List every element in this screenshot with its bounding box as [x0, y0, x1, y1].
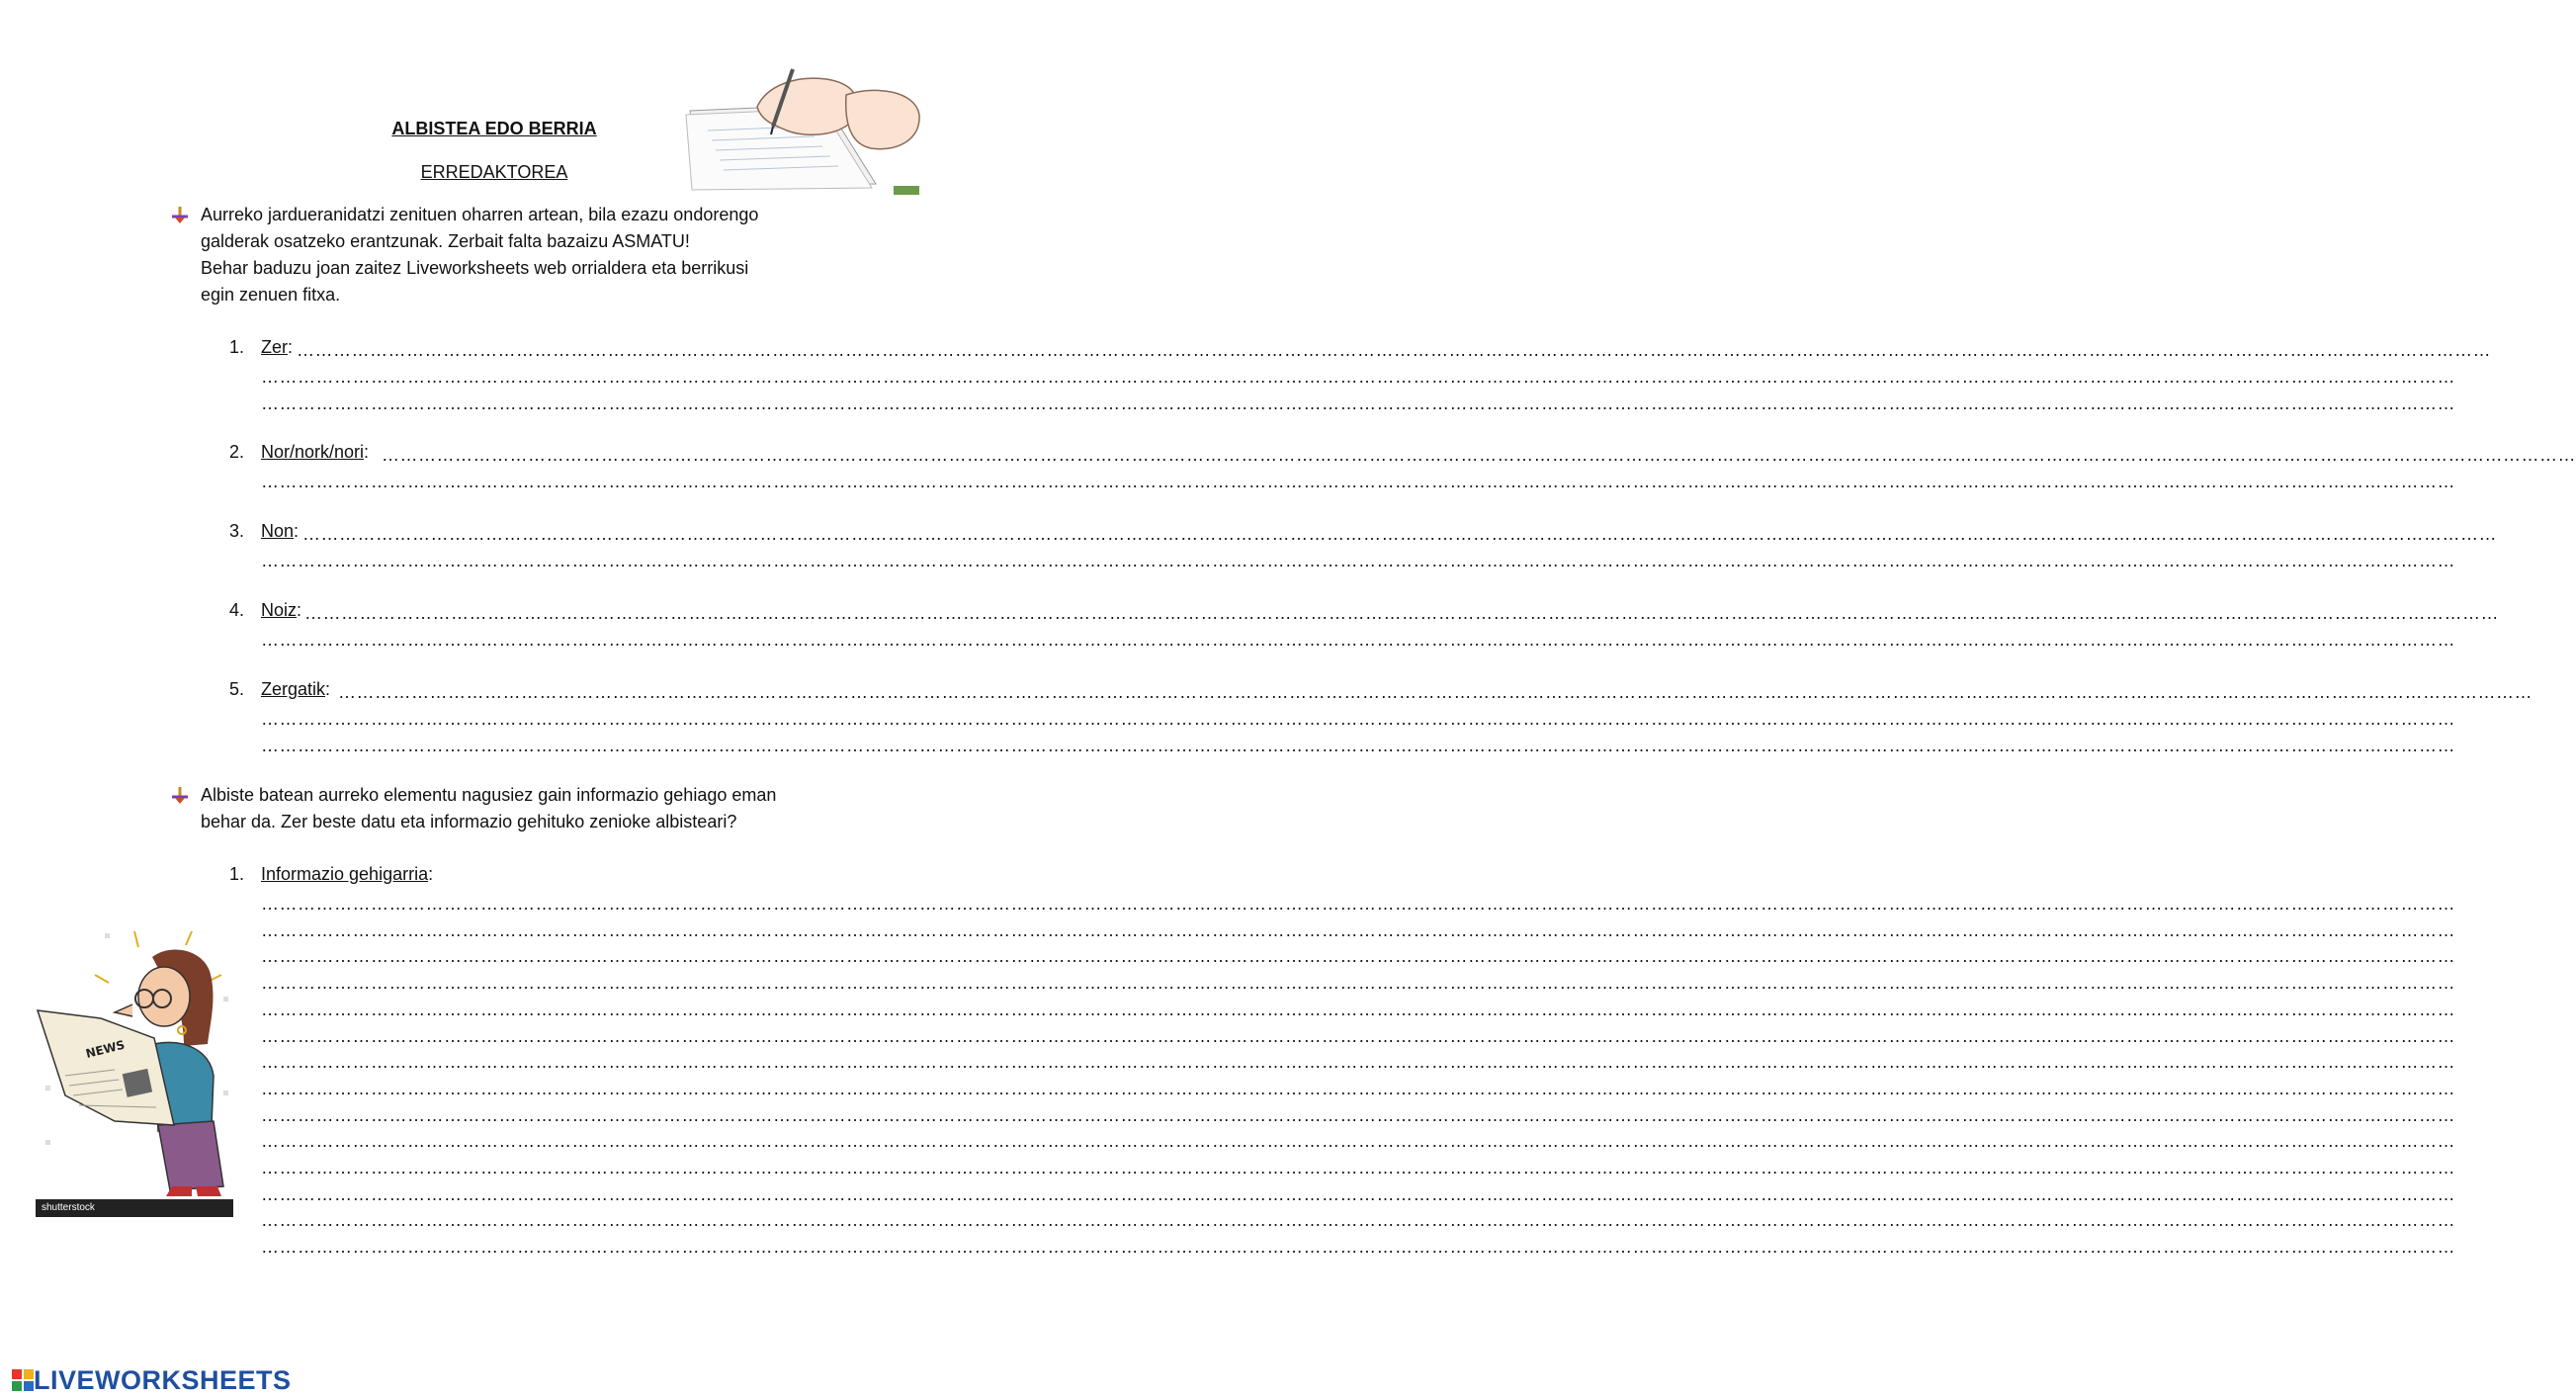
- question-label: Noiz: [261, 600, 298, 620]
- answer-line[interactable]: ………………………………………………………………………………………………………………………………………………………………………………………………………………………………………………………………………………………………………………………………: [261, 709, 2455, 729]
- question-colon: :: [325, 679, 331, 699]
- answer-line[interactable]: ………………………………………………………………………………………………………………………………………………………………………………………………………………………………………………………………………………………………………………………………: [261, 1104, 2455, 1125]
- question-number: 4.: [229, 600, 245, 620]
- woman-reading-news-image: [36, 927, 233, 1200]
- answer-line[interactable]: ………………………………………………………………………………………………………………………………………………………………………………………………………………………………………………………………………………………………………………………………: [261, 1078, 2455, 1098]
- question-label: Zergatik: [261, 679, 326, 699]
- answer-line[interactable]: ………………………………………………………………………………………………………………………………………………………………………………………………………………………………………………………………………………………………………………………………: [304, 603, 2499, 623]
- question-number: 5.: [229, 679, 245, 699]
- answer-line[interactable]: ………………………………………………………………………………………………………………………………………………………………………………………………………………………………………………………………………………………………………………………………: [261, 946, 2455, 967]
- answer-line[interactable]: ………………………………………………………………………………………………………………………………………………………………………………………………………………………………………………………………………………………………………………………………: [261, 551, 2455, 570]
- answer-line[interactable]: ………………………………………………………………………………………………………………………………………………………………………………………………………………………………………………………………………………………………………………………………: [261, 630, 2455, 650]
- question-number: 1.: [229, 337, 245, 357]
- answer-line[interactable]: ………………………………………………………………………………………………………………………………………………………………………………………………………………………………………………………………………………………………………………………………: [261, 1183, 2455, 1204]
- answer-line[interactable]: ………………………………………………………………………………………………………………………………………………………………………………………………………………………………………………………………………………………………………………………………: [338, 682, 2533, 702]
- page-title: ALBISTEA EDO BERRIA: [391, 119, 597, 138]
- question-label: Nor/nork/nori: [261, 442, 365, 462]
- question-label: Non: [261, 521, 295, 541]
- answer-line[interactable]: ………………………………………………………………………………………………………………………………………………………………………………………………………………………………………………………………………………………………………………………………: [261, 1210, 2455, 1231]
- answer-line[interactable]: ………………………………………………………………………………………………………………………………………………………………………………………………………………………………………………………………………………………………………………………………: [261, 367, 2455, 387]
- question-zergatik: [229, 676, 330, 703]
- footer-text: LIVEWORKSHEETS: [34, 1365, 292, 1395]
- answer-line[interactable]: ………………………………………………………………………………………………………………………………………………………………………………………………………………………………………………………………………………………………………………………………: [261, 999, 2455, 1019]
- question-informazio: [229, 861, 433, 888]
- question-nor: [229, 439, 369, 466]
- intro-line-3: Behar baduzu joan zaitez Liveworksheets web orrialdera eta berrikusi: [201, 258, 749, 278]
- answer-line[interactable]: ………………………………………………………………………………………………………………………………………………………………………………………………………………………………………………………………………………………………………………………………: [261, 1025, 2455, 1046]
- liveworksheets-logo-icon: [12, 1369, 34, 1391]
- second-line-1: Albiste batean aurreko elementu nagusiez gain informazio gehiago eman: [201, 785, 777, 805]
- shutterstock-watermark: shutterstock: [36, 1199, 233, 1217]
- intro-line-4: egin zenuen fitxa.: [201, 285, 341, 305]
- answer-line[interactable]: ………………………………………………………………………………………………………………………………………………………………………………………………………………………………………………………………………………………………………………………………: [261, 1158, 2455, 1178]
- question-number: 3.: [229, 521, 245, 541]
- second-line-2: behar da. Zer beste datu eta informazio gehituko zenioke albisteari?: [201, 812, 737, 831]
- answer-line[interactable]: ………………………………………………………………………………………………………………………………………………………………………………………………………………………………………………………………………………………………………………………………: [382, 445, 2576, 465]
- answer-line[interactable]: ………………………………………………………………………………………………………………………………………………………………………………………………………………………………………………………………………………………………………………………………: [261, 973, 2455, 994]
- answer-line[interactable]: ………………………………………………………………………………………………………………………………………………………………………………………………………………………………………………………………………………………………………………………………: [261, 1131, 2455, 1152]
- question-colon: :: [297, 600, 302, 620]
- answer-line[interactable]: ………………………………………………………………………………………………………………………………………………………………………………………………………………………………………………………………………………………………………………………………: [261, 1052, 2455, 1073]
- question-colon: :: [428, 864, 434, 884]
- answer-line[interactable]: ………………………………………………………………………………………………………………………………………………………………………………………………………………………………………………………………………………………………………………………………: [302, 524, 2497, 544]
- intro-line-1: Aurreko jardueranidatzi zenituen oharren artean, bila ezazu ondorengo: [201, 205, 759, 224]
- intro-line-2: galderak osatzeko erantzunak. Zerbait falta bazaizu ASMATU!: [201, 231, 690, 251]
- page-subtitle: ERREDAKTOREA: [420, 162, 568, 182]
- question-label: Zer: [261, 337, 288, 357]
- question-non: [229, 518, 299, 545]
- newspaper-word: NEWS: [84, 1037, 127, 1061]
- question-label: Informazio gehigarria: [261, 864, 429, 884]
- question-number: 1.: [229, 864, 245, 884]
- answer-line[interactable]: ………………………………………………………………………………………………………………………………………………………………………………………………………………………………………………………………………………………………………………………………: [261, 736, 2455, 755]
- question-colon: :: [288, 337, 294, 357]
- liveworksheets-logo: [12, 1365, 292, 1396]
- answer-line[interactable]: ………………………………………………………………………………………………………………………………………………………………………………………………………………………………………………………………………………………………………………………………: [261, 1237, 2455, 1258]
- question-colon: :: [364, 442, 370, 462]
- question-colon: :: [294, 521, 300, 541]
- arrow-bullet-icon: [171, 786, 191, 806]
- question-noiz: [229, 597, 301, 624]
- answer-line[interactable]: ………………………………………………………………………………………………………………………………………………………………………………………………………………………………………………………………………………………………………………………………: [261, 894, 2455, 914]
- second-paragraph: [201, 782, 873, 835]
- arrow-bullet-icon: [171, 206, 191, 225]
- writing-hand-image: [678, 65, 921, 196]
- answer-line[interactable]: ………………………………………………………………………………………………………………………………………………………………………………………………………………………………………………………………………………………………………………………………: [261, 472, 2455, 491]
- answer-line[interactable]: ………………………………………………………………………………………………………………………………………………………………………………………………………………………………………………………………………………………………………………………………: [261, 393, 2455, 413]
- question-number: 2.: [229, 442, 245, 462]
- question-zer: [229, 334, 293, 361]
- intro-paragraph: [201, 202, 873, 308]
- answer-line[interactable]: ………………………………………………………………………………………………………………………………………………………………………………………………………………………………………………………………………………………………………………………………: [297, 340, 2491, 360]
- answer-line[interactable]: ………………………………………………………………………………………………………………………………………………………………………………………………………………………………………………………………………………………………………………………………: [261, 919, 2455, 940]
